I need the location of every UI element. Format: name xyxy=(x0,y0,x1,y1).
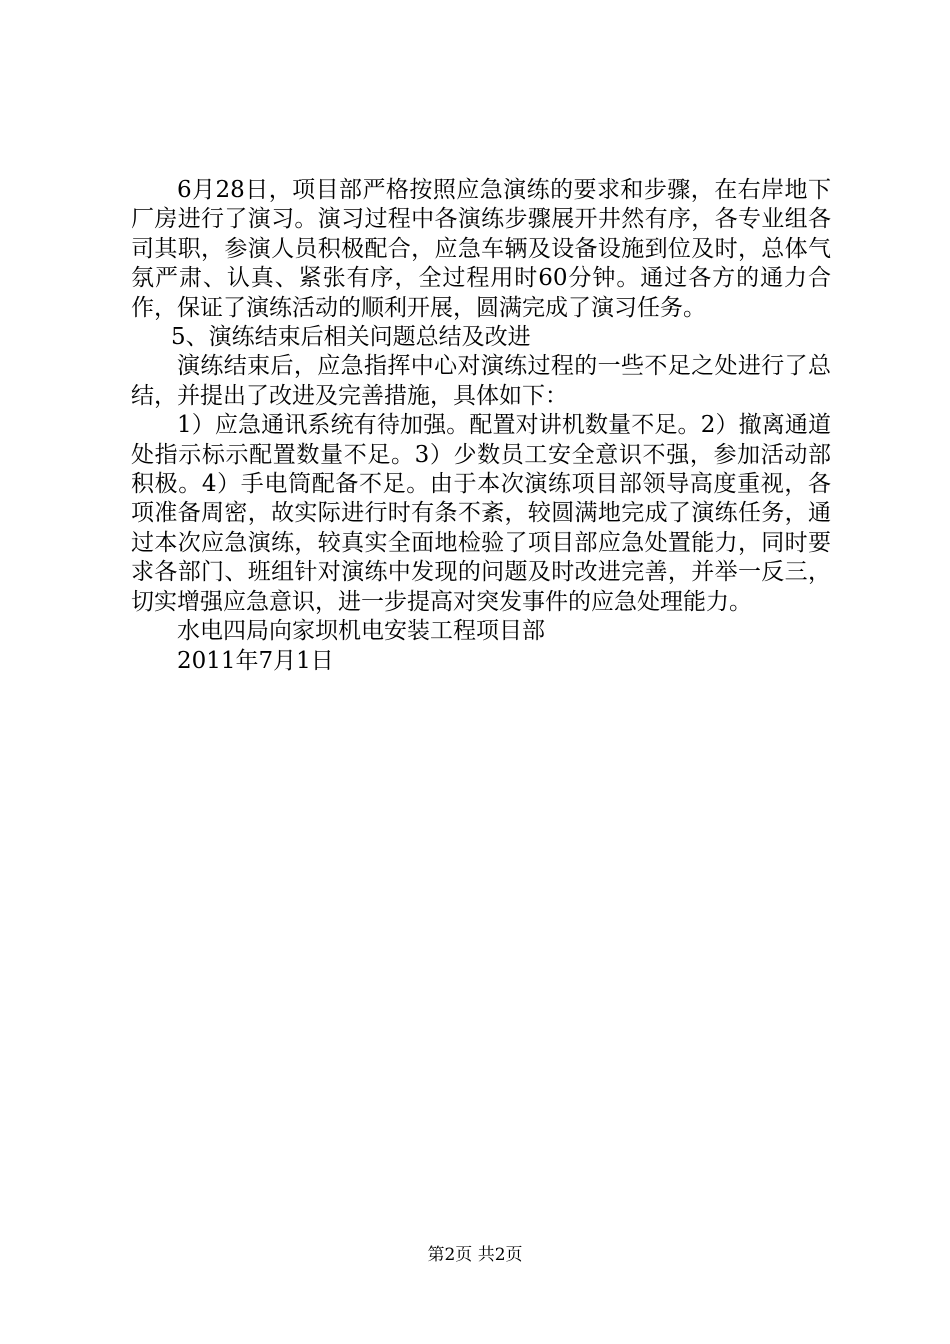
section-heading-improvements: 5、演练结束后相关问题总结及改进 xyxy=(171,324,531,351)
document-body xyxy=(131,176,831,676)
paragraph-drill-summary: 6月28日，项目部严格按照应急演练的要求和步骤，在右岸地下厂房进行了演习。演习过程中各演练步骤展开井然有序，各专业组各司其职，参演人员积极配合，应急车辆及设备设施到位及时，总体气氛严肃、认真、紧张有序，全过程用时60分钟。通过各方的通力合作，保证了演练活动的顺利开展，圆满完成了演习任务。 xyxy=(131,177,831,321)
signature-organization: 水电四局向家坝机电安装工程项目部 xyxy=(177,618,545,645)
signature-date: 2011年7月1日 xyxy=(177,647,334,674)
paragraph-issues-list: 1）应急通讯系统有待加强。配置对讲机数量不足。2）撤离通道处指示标示配置数量不足。3）少数员工安全意识不强，参加活动部积极。4）手电筒配备不足。由于本次演练项目部领导高度重视，各项准备周密，故实际进行时有条不紊，较圆满地完成了演练任务，通过本次应急演练，较真实全面地检验了项目部应急处置能力，同时要求各部门、班组针对演练中发现的问题及时改进完善，并举一反三，切实增强应急意识，进一步提高对突发事件的应急处理能力。 xyxy=(131,412,831,615)
paragraph-post-drill-review: 演练结束后，应急指挥中心对演练过程的一些不足之处进行了总结，并提出了改进及完善措施，具体如下： xyxy=(131,353,831,409)
page-number-footer: 第2页 共2页 xyxy=(427,1245,523,1265)
